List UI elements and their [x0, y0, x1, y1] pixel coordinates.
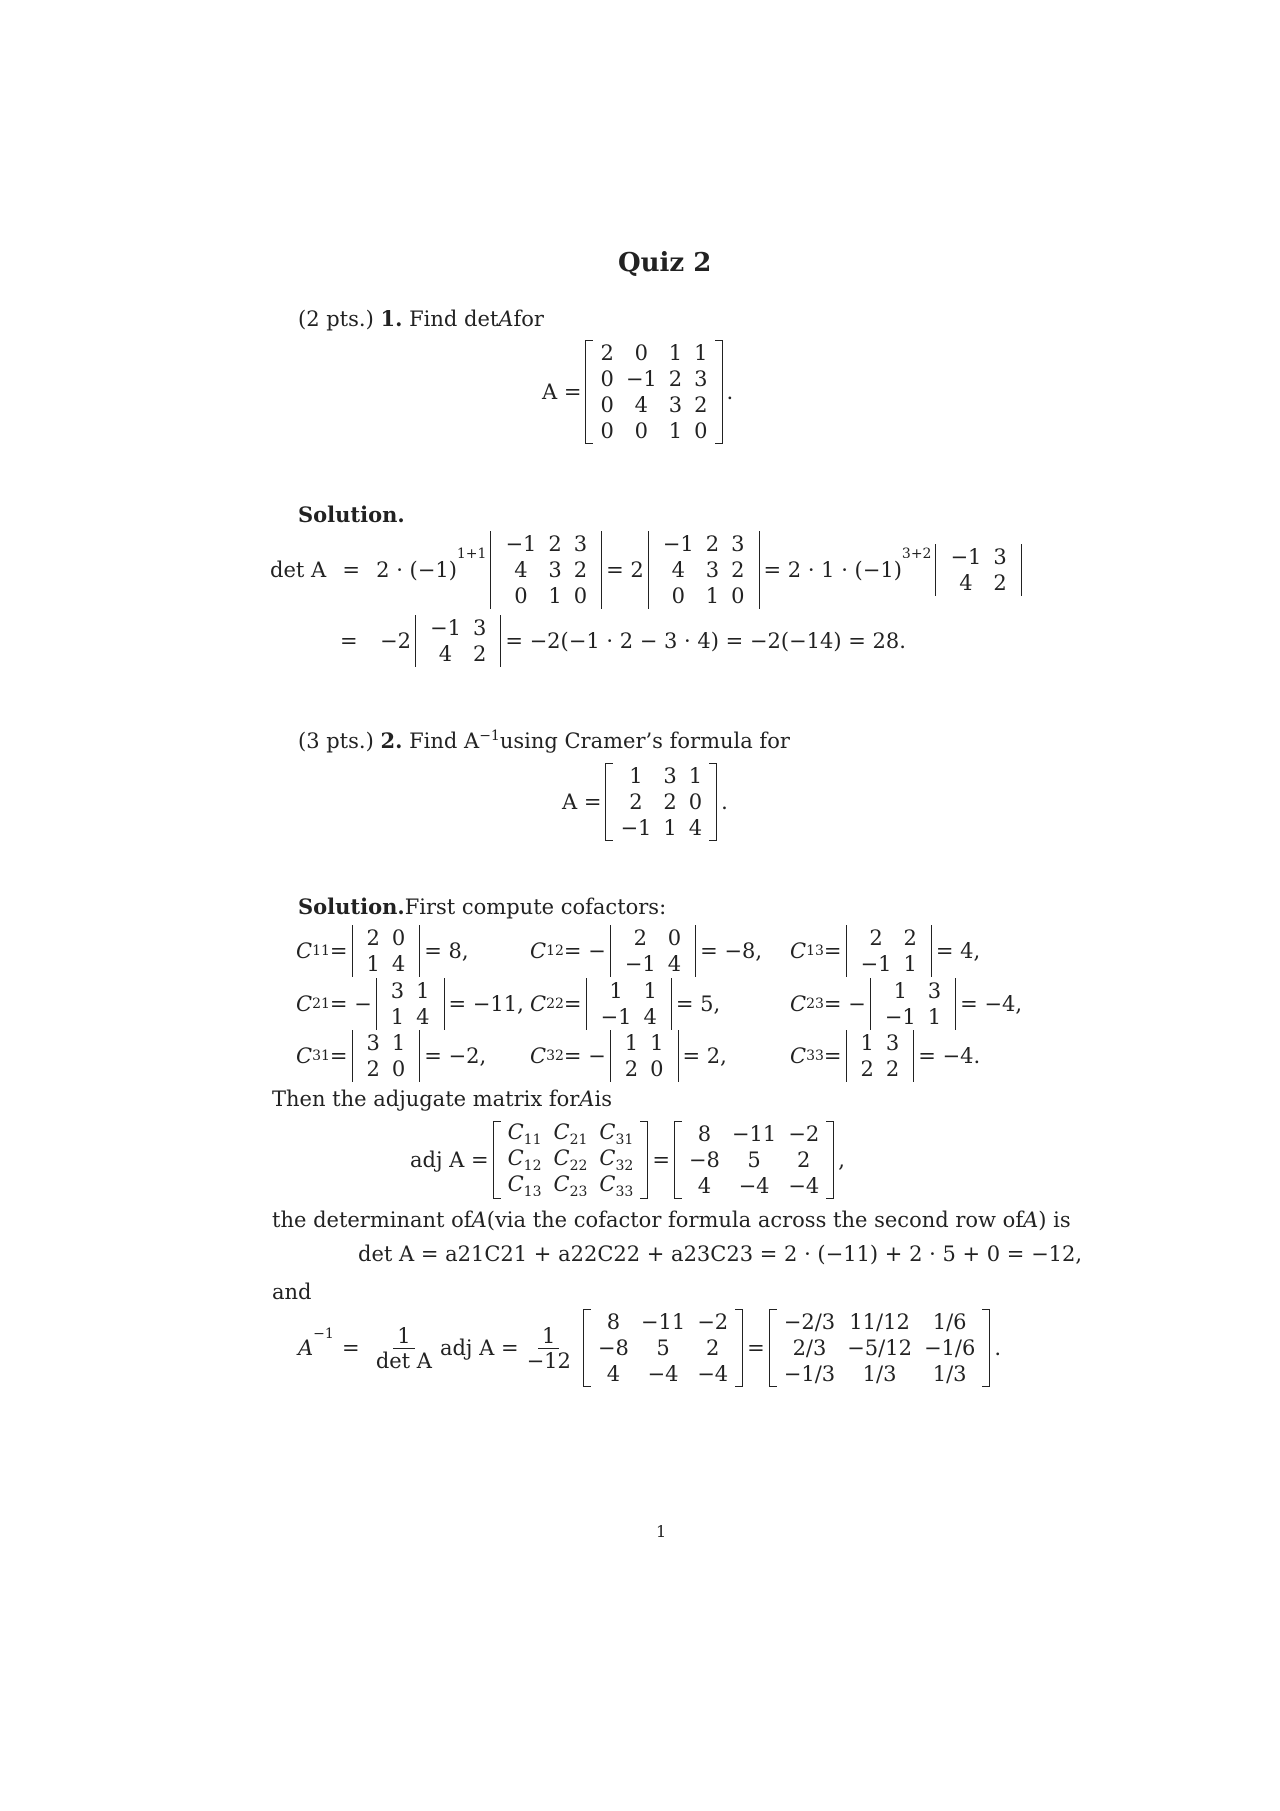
matrix-cell: −2 — [788, 1122, 820, 1146]
cofactor-result: = −11, — [448, 992, 524, 1016]
matrix-cell: 1 — [688, 764, 703, 788]
matrix-cell: $C_{21}$ — [553, 1119, 588, 1149]
matrix-cell: 1 — [548, 584, 562, 608]
matrix-cell: 2 — [548, 532, 562, 556]
sol1-label: Solution. — [298, 502, 405, 527]
q2-text-pre: Find A — [409, 728, 480, 753]
matrix-cell: 2 — [731, 558, 745, 582]
adj-lhs: adj A = — [410, 1148, 489, 1172]
matrix-cell: 1 — [416, 979, 430, 1003]
matrix-cell: −1/6 — [923, 1336, 976, 1360]
matrix-cell: 2 — [366, 1057, 380, 1081]
cofactor-sub: 12 — [546, 943, 564, 959]
matrix-cell: 4 — [688, 816, 703, 840]
matrix-cell: $C_{31}$ — [599, 1119, 634, 1149]
cofactor-result: = 5, — [675, 992, 721, 1016]
matrix-cell: 0 — [731, 584, 745, 608]
matrix-cell: 8 — [606, 1310, 621, 1334]
cofactor-C33 — [790, 1030, 980, 1082]
sol1-term3: = 2 · 1 · (−1) — [763, 558, 902, 582]
sol1-term1-sup: 1+1 — [456, 546, 487, 562]
matrix-cell: −1 — [884, 1005, 916, 1029]
q1-var: A — [498, 306, 514, 331]
cofactor-minor — [610, 925, 696, 977]
cofactor-sub: 23 — [806, 996, 824, 1012]
q2-matrix — [605, 763, 717, 841]
inv-eq2: = — [747, 1336, 765, 1360]
q2-text-sup: −1 — [479, 728, 500, 744]
cofactor-result: = −4. — [918, 1044, 981, 1068]
matrix-cell: 1 — [650, 1031, 664, 1055]
matrix-cell: 4 — [514, 558, 528, 582]
cofactor-minor — [870, 978, 956, 1030]
matrix-cell: 4 — [959, 571, 973, 595]
matrix-cell: 1 — [668, 341, 683, 365]
q2-lhs: A = — [562, 790, 602, 814]
matrix-cell: 4 — [606, 1362, 621, 1386]
matrix-cell: 5 — [747, 1148, 761, 1172]
fraction-1-over-minus12 — [523, 1324, 575, 1373]
cofactor-name: C — [296, 1044, 313, 1068]
q1-prompt — [298, 306, 544, 331]
matrix-cell: 1/3 — [932, 1362, 967, 1386]
matrix-cell: −11 — [731, 1122, 777, 1146]
matrix-cell: 2 — [993, 571, 1007, 595]
matrix-cell: 3 — [705, 558, 720, 582]
q1-points: (2 pts.) — [298, 306, 374, 331]
cofactor-C12 — [530, 925, 762, 977]
det-intro-var2: A — [1023, 1208, 1039, 1232]
matrix-cell: $C_{13}$ — [507, 1171, 542, 1201]
sol1-det-3x3-b — [648, 531, 760, 609]
matrix-cell: 4 — [634, 393, 648, 417]
cofactor-result: = −2, — [424, 1044, 487, 1068]
frac1-den: det A — [375, 1348, 432, 1373]
matrix-cell: −1 — [662, 532, 694, 556]
cofactor-C31 — [296, 1030, 486, 1082]
q2-prompt — [298, 728, 790, 753]
matrix-cell: 1 — [705, 584, 720, 608]
matrix-cell: −4 — [647, 1362, 679, 1386]
cofactor-sign: = — [823, 1044, 842, 1068]
cofactor-sign: = − — [563, 1044, 606, 1068]
cofactor-result: = 2, — [682, 1044, 727, 1068]
and-text: and — [272, 1280, 312, 1304]
matrix-cell: 2 — [797, 1148, 811, 1172]
matrix-cell: −1 — [950, 545, 982, 569]
page-title: Quiz 2 — [618, 248, 712, 278]
matrix-cell: 1 — [668, 419, 683, 443]
inv-eq: = — [342, 1336, 360, 1360]
sol1-detA: det A — [270, 558, 327, 582]
cofactor-name: C — [530, 939, 547, 963]
matrix-cell: 4 — [416, 1005, 430, 1029]
matrix-cell: 2 — [885, 1057, 900, 1081]
matrix-cell: 0 — [650, 1057, 664, 1081]
sol1-det-3x3-a — [490, 531, 602, 609]
matrix-cell: 0 — [514, 584, 528, 608]
adj-symbolic-matrix — [493, 1121, 649, 1199]
det-intro-post: ) is — [1038, 1208, 1071, 1232]
cofactor-sub: 13 — [806, 943, 824, 959]
cofactor-sign: = — [329, 939, 348, 963]
matrix-cell: 0 — [671, 584, 685, 608]
cofactor-C23 — [790, 978, 1022, 1030]
matrix-cell: 3 — [366, 1031, 380, 1055]
cofactor-name: C — [790, 992, 807, 1016]
matrix-cell: 1 — [903, 952, 917, 976]
cofactor-sub: 33 — [806, 1048, 824, 1064]
cofactor-name: C — [790, 939, 807, 963]
matrix-cell: $C_{23}$ — [553, 1171, 588, 1201]
cofactor-sign: = — [563, 992, 582, 1016]
cofactor-result: = 4, — [935, 939, 981, 963]
matrix-cell: 1 — [624, 1031, 639, 1055]
inverse-result-matrix — [769, 1309, 991, 1387]
adj-intro — [272, 1087, 612, 1111]
matrix-cell: 1 — [391, 1031, 406, 1055]
cofactor-sign: = − — [563, 939, 606, 963]
matrix-cell: 3 — [548, 558, 562, 582]
matrix-cell: 0 — [694, 419, 708, 443]
q2-end: . — [721, 790, 728, 814]
sol1-line1 — [270, 530, 1026, 610]
matrix-cell: 1/6 — [932, 1310, 967, 1334]
matrix-cell: −2/3 — [783, 1310, 836, 1334]
matrix-cell: 4 — [438, 642, 453, 666]
matrix-cell: 1 — [893, 979, 907, 1003]
det-intro-var: A — [471, 1208, 487, 1232]
inv-lhs: A — [298, 1336, 314, 1360]
matrix-cell: 1/3 — [862, 1362, 897, 1386]
matrix-cell: 0 — [634, 341, 648, 365]
matrix-cell: 3 — [731, 532, 745, 556]
matrix-cell: 2 — [366, 926, 380, 950]
cofactor-name: C — [296, 939, 313, 963]
matrix-cell: −11 — [640, 1310, 686, 1334]
matrix-cell: 2 — [903, 926, 917, 950]
cofactor-name: C — [790, 1044, 807, 1068]
cofactor-minor — [586, 978, 672, 1030]
sol2-intro-text: First compute cofactors: — [404, 894, 667, 919]
matrix-cell: $C_{12}$ — [507, 1145, 542, 1175]
q1-lhs: A = — [542, 380, 582, 404]
matrix-cell: 0 — [634, 419, 648, 443]
det-intro-pre: the determinant of — [272, 1208, 472, 1232]
sol1-det-2x2-a — [935, 544, 1021, 596]
inv-adj-matrix — [583, 1309, 743, 1387]
inv-sup: −1 — [313, 1326, 334, 1342]
adj-numeric-matrix — [674, 1121, 834, 1199]
adj-comma: , — [838, 1148, 845, 1172]
matrix-cell: 3 — [927, 979, 942, 1003]
matrix-cell: $C_{32}$ — [599, 1145, 634, 1175]
inv-end: . — [994, 1336, 1002, 1360]
matrix-cell: 2 — [705, 532, 720, 556]
matrix-cell: −2 — [697, 1310, 729, 1334]
q1-matrix-eq — [542, 340, 733, 444]
det-formula: det A = a21C21 + a22C22 + a23C23 = 2 · (−11) + 2 · 5 + 0 = −12, — [358, 1242, 1083, 1266]
cofactor-sign: = − — [823, 992, 866, 1016]
matrix-cell: 2 — [860, 1057, 874, 1081]
cofactor-sub: 31 — [312, 1048, 330, 1064]
matrix-cell: 0 — [391, 1057, 406, 1081]
matrix-cell: 3 — [694, 367, 708, 391]
matrix-cell: −1 — [505, 532, 537, 556]
matrix-cell: 0 — [391, 926, 406, 950]
sol1-eq2: = — [340, 629, 358, 653]
matrix-cell: 1 — [694, 341, 708, 365]
inverse-equation — [298, 1306, 1001, 1390]
cofactor-sub: 21 — [312, 996, 330, 1012]
cofactor-C32 — [530, 1030, 727, 1082]
cofactor-sub: 22 — [546, 996, 564, 1012]
sol1-term3-sup: 3+2 — [901, 546, 932, 562]
matrix-cell: 2/3 — [792, 1336, 827, 1360]
cofactor-C13 — [790, 925, 980, 977]
frac2-num: 1 — [538, 1324, 559, 1349]
cofactor-C21 — [296, 978, 524, 1030]
q2-matrix-eq — [562, 760, 728, 844]
matrix-cell: 2 — [694, 393, 708, 417]
sol1-det-2x2-b — [415, 615, 501, 667]
matrix-cell: $C_{22}$ — [553, 1145, 588, 1175]
matrix-cell: 1 — [927, 1005, 942, 1029]
matrix-cell: 2 — [624, 1057, 639, 1081]
matrix-cell: 1 — [390, 1005, 405, 1029]
matrix-cell: −4 — [697, 1362, 729, 1386]
matrix-cell: −1 — [429, 616, 461, 640]
matrix-cell: 0 — [600, 393, 614, 417]
sol1-result: = −2(−1 · 2 − 3 · 4) = −2(−14) = 28. — [505, 629, 906, 653]
matrix-cell: −8 — [688, 1148, 720, 1172]
matrix-cell: 2 — [600, 341, 614, 365]
matrix-cell: 0 — [600, 419, 614, 443]
matrix-cell: 1 — [643, 979, 657, 1003]
matrix-cell: 2 — [869, 926, 883, 950]
cofactor-sub: 11 — [312, 943, 330, 959]
q1-end: . — [726, 380, 734, 404]
adj-eq: = — [652, 1148, 670, 1172]
matrix-cell: −4 — [788, 1174, 820, 1198]
inv-adj-text: adj A = — [439, 1336, 519, 1360]
adj-intro-var: A — [579, 1087, 595, 1111]
sol1-term2: = 2 — [606, 558, 644, 582]
cofactor-result: = −8, — [700, 939, 763, 963]
matrix-cell: 2 — [668, 367, 683, 391]
matrix-cell: 3 — [885, 1031, 900, 1055]
cofactor-C11 — [296, 925, 469, 977]
adj-intro-post: is — [594, 1087, 613, 1111]
matrix-cell: 3 — [663, 764, 677, 788]
cofactor-minor — [352, 1030, 421, 1082]
matrix-cell: −4 — [738, 1174, 770, 1198]
matrix-cell: 8 — [697, 1122, 712, 1146]
page-number: 1 — [656, 1522, 667, 1541]
det-intro — [272, 1208, 1071, 1232]
matrix-cell: 3 — [472, 616, 487, 640]
matrix-cell: 2 — [705, 1336, 720, 1360]
matrix-cell: 0 — [573, 584, 588, 608]
matrix-cell: 4 — [391, 952, 406, 976]
cofactor-sub: 32 — [546, 1048, 564, 1064]
cofactor-name: C — [530, 1044, 547, 1068]
sol1-term4: −2 — [380, 629, 411, 653]
matrix-cell: 5 — [656, 1336, 670, 1360]
cofactor-minor — [846, 1030, 915, 1082]
sol2-intro — [298, 894, 666, 919]
cofactor-minor — [610, 1030, 679, 1082]
sol1-eq1: = — [342, 558, 360, 582]
matrix-cell: 1 — [366, 952, 380, 976]
adj-intro-pre: Then the adjugate matrix for — [272, 1087, 580, 1111]
matrix-cell: 2 — [663, 790, 677, 814]
adj-equation — [410, 1118, 845, 1202]
matrix-cell: 11/12 — [849, 1310, 910, 1334]
matrix-cell: −1 — [860, 952, 892, 976]
matrix-cell: 2 — [472, 642, 487, 666]
cofactor-sign: = − — [329, 992, 372, 1016]
matrix-cell: −8 — [597, 1336, 629, 1360]
matrix-cell: $C_{33}$ — [599, 1171, 634, 1201]
matrix-cell: 1 — [663, 816, 677, 840]
cofactor-sign: = — [329, 1044, 348, 1068]
matrix-cell: 2 — [573, 558, 588, 582]
sol1-line2 — [340, 612, 906, 670]
cofactor-result: = −4, — [960, 992, 1023, 1016]
frac2-den: −12 — [526, 1348, 571, 1373]
q1-matrix — [585, 340, 722, 444]
matrix-cell: 0 — [667, 926, 682, 950]
fraction-1-over-detA — [372, 1324, 436, 1373]
matrix-cell: 3 — [668, 393, 683, 417]
matrix-cell: 1 — [629, 764, 643, 788]
matrix-cell: 1 — [860, 1031, 874, 1055]
matrix-cell: 3 — [993, 545, 1007, 569]
matrix-cell: −1 — [625, 367, 657, 391]
q1-text-pre: Find det — [409, 306, 499, 331]
cofactor-C22 — [530, 978, 720, 1030]
matrix-cell: $C_{11}$ — [507, 1119, 542, 1149]
sol2-label: Solution. — [298, 894, 405, 919]
matrix-cell: 0 — [688, 790, 703, 814]
matrix-cell: 3 — [390, 979, 405, 1003]
q2-number: 2. — [380, 728, 403, 753]
cofactor-minor — [376, 978, 445, 1030]
cofactor-minor — [846, 925, 932, 977]
q2-text-post: using Cramer’s formula for — [499, 728, 790, 753]
matrix-cell: 3 — [573, 532, 588, 556]
matrix-cell: 2 — [629, 790, 643, 814]
matrix-cell: −1 — [620, 816, 652, 840]
matrix-cell: 4 — [643, 1005, 657, 1029]
det-intro-mid: (via the cofactor formula across the second row of — [486, 1208, 1024, 1232]
matrix-cell: 2 — [633, 926, 647, 950]
cofactor-minor — [352, 925, 421, 977]
matrix-cell: −1/3 — [783, 1362, 836, 1386]
cofactor-result: = 8, — [424, 939, 469, 963]
q1-number: 1. — [380, 306, 403, 331]
matrix-cell: −1 — [624, 952, 656, 976]
matrix-cell: 4 — [667, 952, 682, 976]
matrix-cell: 0 — [600, 367, 614, 391]
matrix-cell: 4 — [671, 558, 685, 582]
cofactor-name: C — [530, 992, 547, 1016]
frac1-num: 1 — [393, 1324, 414, 1349]
matrix-cell: 4 — [697, 1174, 712, 1198]
q2-points: (3 pts.) — [298, 728, 374, 753]
matrix-cell: −1 — [600, 1005, 632, 1029]
q1-text-post: for — [513, 306, 544, 331]
sol1-term1: 2 · (−1) — [376, 558, 457, 582]
cofactor-name: C — [296, 992, 313, 1016]
matrix-cell: 1 — [609, 979, 623, 1003]
cofactor-sign: = — [823, 939, 842, 963]
matrix-cell: −5/12 — [847, 1336, 912, 1360]
